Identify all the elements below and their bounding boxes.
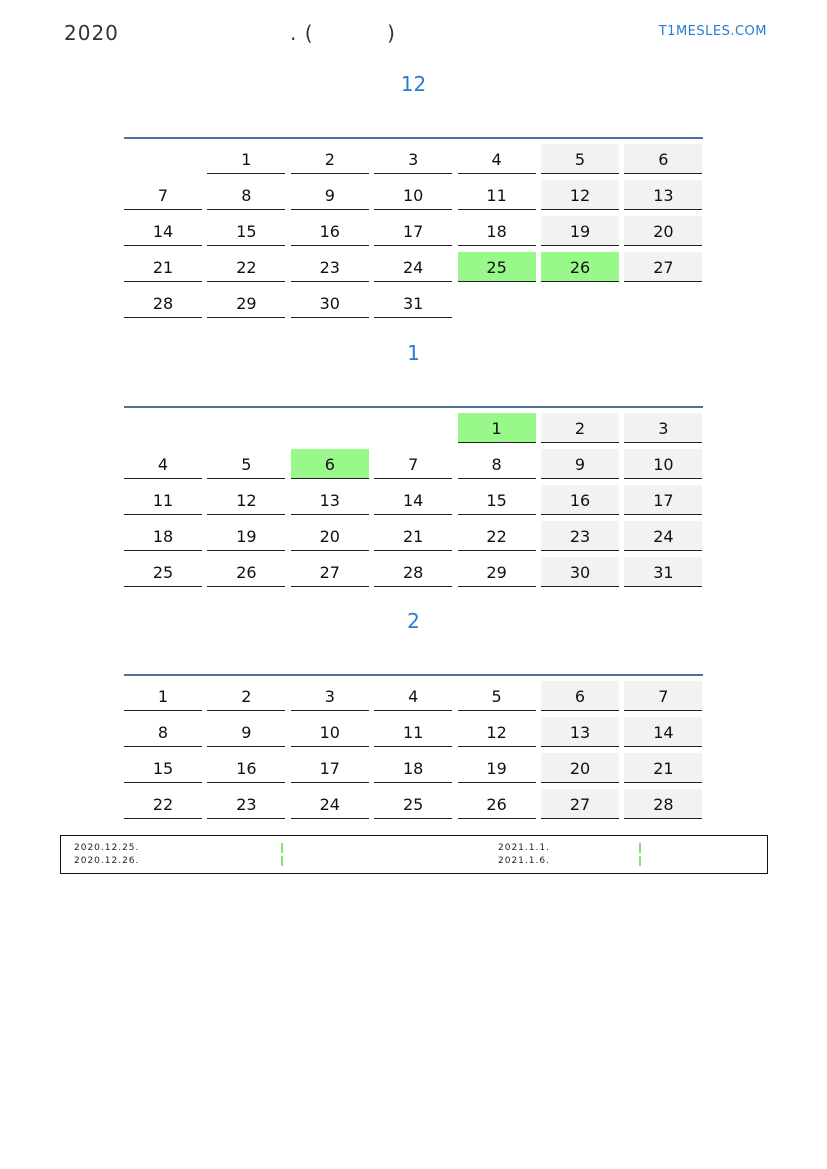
day-cell: 1 bbox=[124, 681, 202, 711]
day-cell: 11 bbox=[458, 180, 536, 210]
month-title-february: 2 bbox=[407, 609, 420, 633]
day-cell: 4 bbox=[374, 681, 452, 711]
day-cell: 30 bbox=[541, 557, 619, 587]
day-cell: 14 bbox=[374, 485, 452, 515]
day-cell: 6 bbox=[624, 144, 702, 174]
day-cell: 2 bbox=[541, 413, 619, 443]
day-cell: 17 bbox=[374, 216, 452, 246]
day-cell: 10 bbox=[624, 449, 702, 479]
legend-date: 2020.12.26. bbox=[74, 856, 140, 866]
day-cell: 29 bbox=[207, 288, 285, 318]
day-cell: 26 bbox=[207, 557, 285, 587]
day-cell: 13 bbox=[541, 717, 619, 747]
day-cell: 15 bbox=[124, 753, 202, 783]
legend-date: 2020.12.25. bbox=[74, 843, 140, 853]
day-cell: 23 bbox=[207, 789, 285, 819]
day-cell: 6 bbox=[541, 681, 619, 711]
calendar-rule bbox=[124, 137, 703, 139]
legend-date: 2021.1.1. bbox=[498, 843, 550, 853]
day-cell: 21 bbox=[374, 521, 452, 551]
day-cell: 31 bbox=[624, 557, 702, 587]
day-cell: 11 bbox=[124, 485, 202, 515]
day-cell: 10 bbox=[291, 717, 369, 747]
day-cell: 8 bbox=[124, 717, 202, 747]
day-cell: 31 bbox=[374, 288, 452, 318]
day-cell: 21 bbox=[124, 252, 202, 282]
day-cell: 21 bbox=[624, 753, 702, 783]
day-cell: 30 bbox=[291, 288, 369, 318]
day-cell: 1 bbox=[207, 144, 285, 174]
day-cell: 26 bbox=[458, 789, 536, 819]
page-header-title bbox=[64, 21, 396, 45]
holiday-color-mark bbox=[639, 843, 641, 853]
calendar-rule bbox=[124, 406, 703, 408]
day-cell: 18 bbox=[124, 521, 202, 551]
day-cell: 3 bbox=[291, 681, 369, 711]
day-cell: 27 bbox=[291, 557, 369, 587]
holiday-color-mark bbox=[639, 856, 641, 866]
day-cell: 15 bbox=[458, 485, 536, 515]
day-cell: 22 bbox=[124, 789, 202, 819]
day-cell: 8 bbox=[458, 449, 536, 479]
day-cell: 29 bbox=[458, 557, 536, 587]
day-cell: 25 bbox=[374, 789, 452, 819]
day-cell: 27 bbox=[624, 252, 702, 282]
day-cell: 10 bbox=[374, 180, 452, 210]
month-title-december: 12 bbox=[400, 72, 427, 96]
day-cell: 12 bbox=[458, 717, 536, 747]
holiday-legend bbox=[60, 835, 768, 874]
day-cell: 5 bbox=[541, 144, 619, 174]
day-cell: 16 bbox=[541, 485, 619, 515]
header-title-punctuation: . ( ) bbox=[290, 21, 396, 45]
day-cell: 19 bbox=[541, 216, 619, 246]
day-cell: 12 bbox=[541, 180, 619, 210]
site-name: T1MESLES.COM bbox=[658, 24, 767, 39]
day-cell: 11 bbox=[374, 717, 452, 747]
day-cell: 17 bbox=[291, 753, 369, 783]
day-cell: 20 bbox=[291, 521, 369, 551]
header-year: 2020 bbox=[64, 21, 119, 45]
day-cell: 19 bbox=[207, 521, 285, 551]
day-cell: 13 bbox=[624, 180, 702, 210]
day-cell: 18 bbox=[374, 753, 452, 783]
holiday-color-mark bbox=[281, 856, 283, 866]
day-cell: 24 bbox=[291, 789, 369, 819]
day-cell: 13 bbox=[291, 485, 369, 515]
day-cell: 24 bbox=[374, 252, 452, 282]
day-cell: 27 bbox=[541, 789, 619, 819]
day-cell: 3 bbox=[374, 144, 452, 174]
day-cell: 23 bbox=[541, 521, 619, 551]
calendar-rule bbox=[124, 674, 703, 676]
day-cell: 12 bbox=[207, 485, 285, 515]
day-cell: 3 bbox=[624, 413, 702, 443]
day-cell: 28 bbox=[624, 789, 702, 819]
day-cell: 25 bbox=[458, 252, 536, 282]
day-cell: 14 bbox=[624, 717, 702, 747]
day-cell: 2 bbox=[207, 681, 285, 711]
day-cell: 5 bbox=[458, 681, 536, 711]
day-cell: 28 bbox=[374, 557, 452, 587]
day-cell: 9 bbox=[207, 717, 285, 747]
day-cell: 7 bbox=[374, 449, 452, 479]
day-cell: 23 bbox=[291, 252, 369, 282]
day-cell: 7 bbox=[624, 681, 702, 711]
day-cell: 6 bbox=[291, 449, 369, 479]
day-cell: 9 bbox=[541, 449, 619, 479]
day-cell: 16 bbox=[207, 753, 285, 783]
day-cell: 15 bbox=[207, 216, 285, 246]
day-cell: 14 bbox=[124, 216, 202, 246]
day-cell: 24 bbox=[624, 521, 702, 551]
day-cell: 5 bbox=[207, 449, 285, 479]
day-cell: 22 bbox=[458, 521, 536, 551]
day-cell: 28 bbox=[124, 288, 202, 318]
day-cell: 2 bbox=[291, 144, 369, 174]
day-cell: 18 bbox=[458, 216, 536, 246]
holiday-color-mark bbox=[281, 843, 283, 853]
day-cell: 4 bbox=[124, 449, 202, 479]
day-cell: 19 bbox=[458, 753, 536, 783]
day-cell: 4 bbox=[458, 144, 536, 174]
legend-date: 2021.1.6. bbox=[498, 856, 550, 866]
day-cell: 26 bbox=[541, 252, 619, 282]
day-cell: 17 bbox=[624, 485, 702, 515]
day-cell: 20 bbox=[541, 753, 619, 783]
day-cell: 20 bbox=[624, 216, 702, 246]
month-title-january: 1 bbox=[407, 341, 420, 365]
day-cell: 9 bbox=[291, 180, 369, 210]
day-cell: 1 bbox=[458, 413, 536, 443]
day-cell: 8 bbox=[207, 180, 285, 210]
day-cell: 25 bbox=[124, 557, 202, 587]
day-cell: 7 bbox=[124, 180, 202, 210]
day-cell: 22 bbox=[207, 252, 285, 282]
day-cell: 16 bbox=[291, 216, 369, 246]
